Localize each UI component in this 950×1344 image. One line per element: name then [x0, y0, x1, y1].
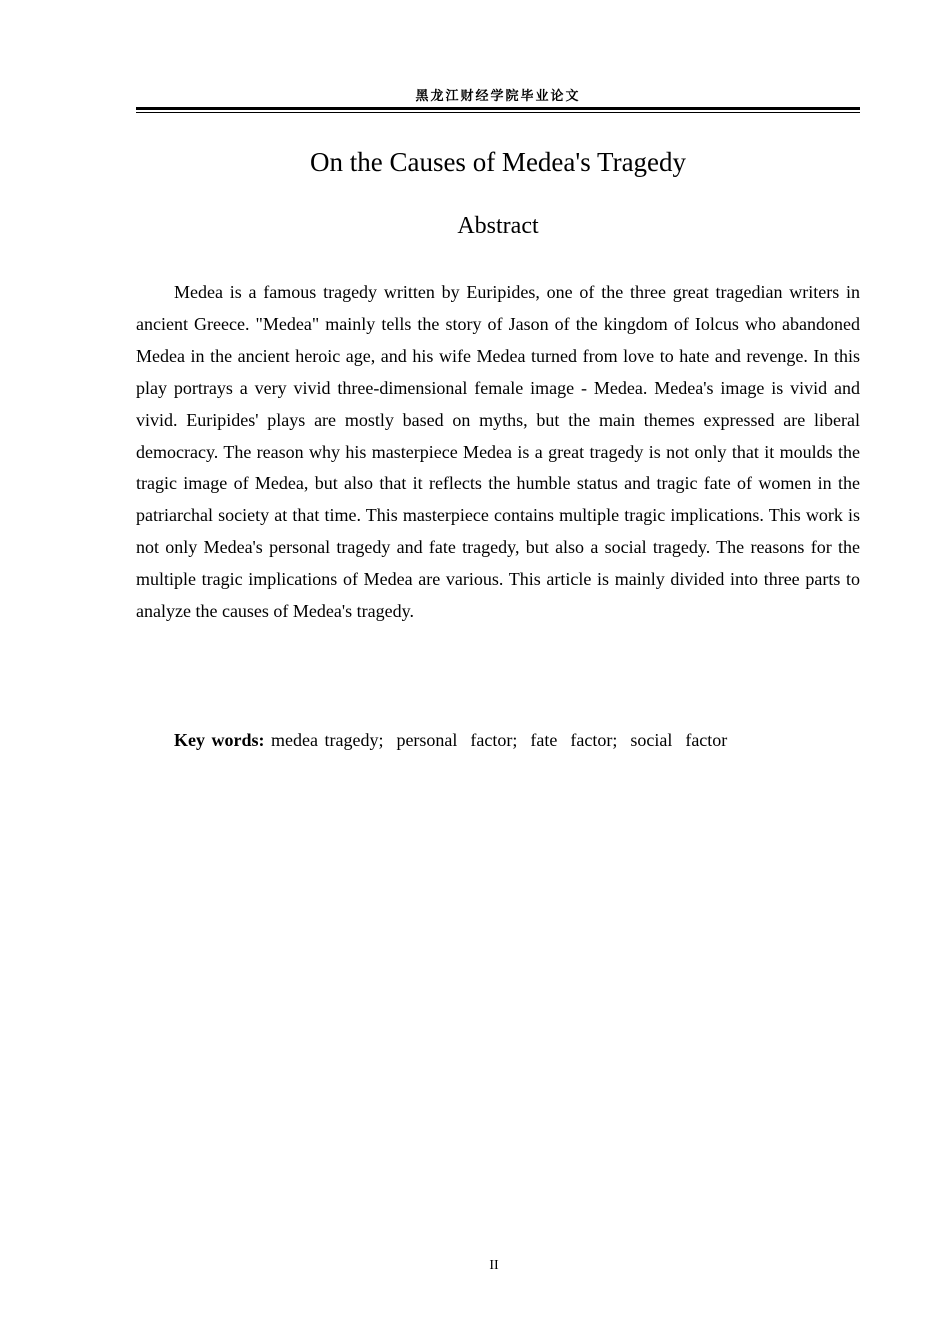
keywords-label: Key words: — [174, 730, 265, 750]
abstract-heading: Abstract — [457, 213, 539, 239]
header-rule-thin — [136, 112, 860, 113]
abstract-paragraph: Medea is a famous tragedy written by Euripides, one of the three great tragedian writers in ancient Greece. "Medea" mainly tells the story of Jason of the kingdom of Iolcus who abandoned Medea in the ancient heroic age, and his wife Medea turned from love to hate and revenge. In this play portrays a very vivid three-dimensional female image - Medea. Medea's image is vivid and vivid. Euripides' plays are mostly based on myths, but the main themes expressed are liberal democracy. The reason why his masterpiece Medea is a great tragedy is not only that it moulds the tragic image of Medea, but also that it reflects the humble status and tragic fate of women in the patriarchal society at that time. This masterpiece contains multiple tragic implications. This work is not only Medea's personal tragedy and fate tragedy, but also a social tragedy. The reasons for the multiple tragic implications of Medea are various. This article is mainly divided into three parts to analyze the causes of Medea's tragedy. — [136, 282, 860, 622]
keywords-value: medea tragedy; personal factor; fate factor; social factor — [271, 730, 728, 750]
page-number: II — [489, 1258, 499, 1273]
keywords-line — [174, 724, 860, 756]
header-rule-thick — [136, 107, 860, 110]
running-header: 黑龙江财经学院毕业论文 — [415, 89, 581, 104]
paper-title: On the Causes of Medea's Tragedy — [309, 147, 687, 177]
